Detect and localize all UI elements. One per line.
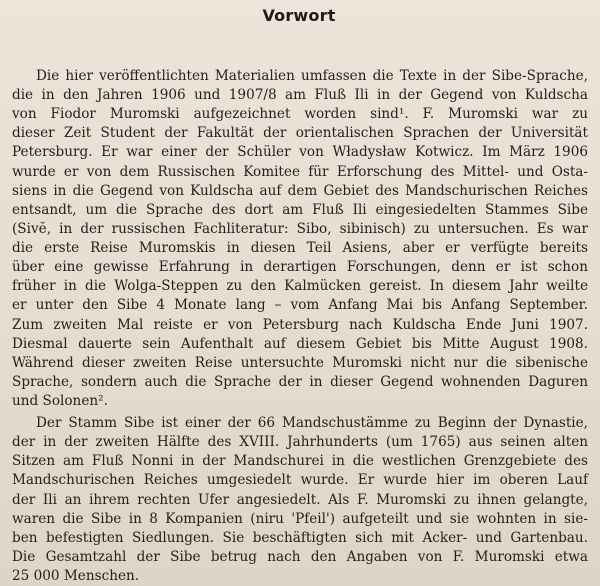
book-page <box>6 0 592 586</box>
text-line: Während dieser zweiten Reise untersuchte Muromski nicht nur die sibenische <box>12 354 588 371</box>
text-line: Sprache, sondern auch die Sprache der in dieser Gegend wohnenden Daguren <box>12 373 588 390</box>
text-line: Die hier veröffentlichten Materialien umfassen die Texte in der Sibe-Sprache, <box>36 68 588 84</box>
text-line: siens in die Gegend von Kuldscha auf dem Gebiet des Mandschurischen Reiches <box>12 182 588 199</box>
text-line: er unter den Sibe 4 Monate lang – vom Anfang Mai bis Anfang September. <box>12 297 588 314</box>
text-line: die erste Reise Muromskis in diesen Teil Asiens, aber er verfügte bereits <box>12 240 588 257</box>
text-line: Die Gesamtzahl der Sibe betrug nach den Angaben von F. Muromski etwa <box>12 548 588 565</box>
text-line: über eine gewisse Erfahrung in derartigen Forschungen, denn er ist schon <box>12 259 588 276</box>
text-line: Diesmal dauerte sein Aufenthalt auf diesem Gebiet bis Mitte August 1908. <box>12 335 588 352</box>
text-line: entsandt, um die Sprache des dort am Fluß Ili eingesiedelten Stammes Sibe <box>12 201 588 218</box>
text-line: Zum zweiten Mal reiste er von Petersburg nach Kuldscha Ende Juni 1907. <box>12 316 588 333</box>
text-line: dieser Zeit Student der Fakultät der orientalischen Sprachen der Universität <box>12 125 588 142</box>
text-line: Sitzen am Fluß Nonni in der Mandschurei in die westlichen Grenzgebiete des <box>12 453 588 470</box>
text-line: (Sivĕ, in der russischen Fachliteratur: Sibo, sibinisch) zu untersuchen. Es war <box>12 220 588 237</box>
page-heading: Vorwort <box>262 6 336 25</box>
text-line: der in der zweiten Hälfte des XVIII. Jahrhunderts (um 1765) aus seinen alten <box>12 434 588 451</box>
text-line: früher in die Wolga-Steppen zu den Kalmücken gereist. In diesem Jahr weilte <box>12 278 588 295</box>
text-line: waren die Sibe in 8 Kompanien (niru 'Pfeil') aufgeteilt und sie wohnten in sie- <box>12 510 588 527</box>
text-line: Der Stamm Sibe ist einer der 66 Mandschustämme zu Beginn der Dynastie, <box>36 415 588 432</box>
text-line: der Ili an ihrem rechten Ufer angesiedelt. Als F. Muromski zu ihnen gelangte, <box>12 491 588 508</box>
text-line: 25 000 Menschen. <box>12 568 140 584</box>
text-line: ben befestigten Siedlungen. Sie beschäftigten sich mit Acker- und Gartenbau. <box>12 529 588 546</box>
text-line: Petersburg. Er war einer der Schüler von Władysław Kotwicz. Im März 1906 <box>12 144 588 161</box>
text-line: von Fiodor Muromski aufgezeichnet worden sind¹. F. Muromski war zu <box>12 106 588 123</box>
text-line: die in den Jahren 1906 und 1907/8 am Fluß Ili in der Gegend von Kuldscha <box>12 87 588 104</box>
text-line: Mandschurischen Reiches umgesiedelt wurde. Er wurde hier im oberen Lauf <box>12 472 588 489</box>
text-line: und Solonen². <box>12 393 108 410</box>
text-line: wurde er von dem Russischen Komitee für Erforschung des Mittel- und Osta- <box>12 163 588 180</box>
